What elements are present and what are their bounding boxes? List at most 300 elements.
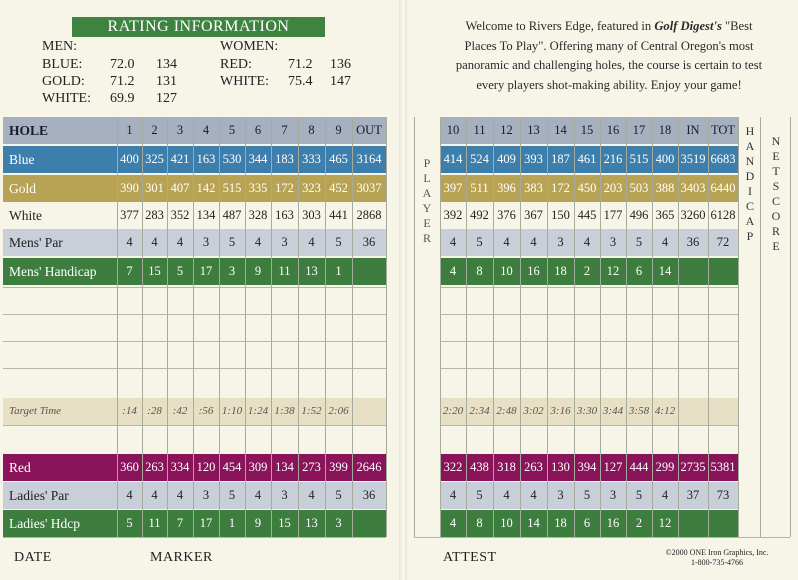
score-cell: 172 (275, 181, 294, 195)
score-cell: 18 (658, 123, 672, 137)
grid-column-line (386, 117, 387, 537)
score-cell: 333 (302, 152, 321, 166)
score-cell: 11 (473, 123, 486, 137)
score-cell: 187 (551, 152, 570, 166)
net-score-column-label: N E T S C O R E (771, 134, 781, 253)
score-cell: 3:02 (523, 405, 544, 417)
player-column-line (414, 117, 415, 537)
score-cell: 3 (335, 516, 342, 530)
score-cell: 344 (248, 152, 268, 166)
score-cell: 5 (228, 488, 236, 502)
score-cell: 3:30 (576, 405, 598, 417)
grid-column-line (652, 117, 653, 537)
score-cell: 172 (551, 181, 570, 195)
magazine-name: Golf Digest's (654, 19, 722, 33)
score-cell: 15 (580, 123, 594, 137)
score-cell: 414 (443, 152, 463, 166)
score-cell: 3403 (680, 181, 706, 195)
score-cell: 17 (199, 264, 213, 278)
score-cell: 450 (577, 181, 597, 195)
front-row-mens-par-label: Mens' Par (9, 235, 63, 250)
score-cell: 5 (476, 488, 483, 502)
score-cell: 1 (335, 264, 342, 278)
rating-title: RATING INFORMATION (72, 17, 325, 37)
score-cell: 183 (275, 152, 294, 166)
score-cell: 12 (606, 264, 620, 278)
score-cell: 10 (446, 123, 460, 137)
grid-column-line (626, 117, 627, 537)
grid-column-line (142, 117, 143, 537)
score-row-line (3, 368, 386, 369)
score-cell: 142 (196, 181, 216, 195)
score-cell: 383 (524, 181, 543, 195)
score-cell (352, 398, 386, 425)
women-slope: 136 (330, 57, 351, 72)
grid-column-line (466, 117, 467, 537)
score-cell: 5 (228, 123, 236, 137)
score-row-line (440, 425, 738, 426)
score-cell: 263 (145, 460, 164, 474)
score-cell: 4 (126, 488, 133, 502)
front-row-mens-par (3, 229, 386, 256)
score-cell: 36 (686, 235, 700, 249)
front-target-time-row (3, 398, 386, 425)
back-row-mens-par (440, 229, 738, 256)
card-fold (399, 0, 407, 580)
score-cell: 4 (176, 235, 184, 249)
back-ladies-row-ladies-hdcp (440, 510, 738, 537)
score-cell: 9 (254, 516, 262, 530)
grid-column-line (325, 117, 326, 537)
front-row-blue-label: Blue (9, 152, 35, 167)
score-cell: 8 (308, 123, 315, 137)
score-cell: 3 (202, 235, 210, 249)
score-row-line (3, 314, 386, 315)
front-ladies-row-ladies-par (3, 482, 386, 509)
score-cell: 8 (476, 516, 483, 530)
score-cell: 6 (583, 516, 591, 530)
score-cell: 163 (196, 152, 216, 166)
date-label: DATE (14, 550, 52, 565)
score-cell: :28 (147, 405, 162, 417)
score-row-line (3, 425, 386, 426)
score-cell: 4 (254, 488, 262, 502)
score-cell: 263 (524, 460, 543, 474)
score-cell (708, 510, 738, 537)
score-cell: 367 (524, 208, 543, 222)
front-ladies-row-ladies-hdcp-label: Ladies' Hdcp (9, 516, 81, 531)
score-cell (678, 510, 708, 537)
grid-column-line (117, 117, 118, 537)
score-cell: 3037 (356, 181, 382, 195)
grid-column-line (760, 117, 761, 537)
score-cell: 3519 (680, 152, 706, 166)
score-cell: 454 (222, 460, 242, 474)
score-row-line (440, 368, 738, 369)
back-row-gold (440, 175, 738, 202)
score-cell: 127 (603, 460, 623, 474)
score-cell: 7 (126, 264, 133, 278)
grid-column-line (271, 117, 272, 537)
score-cell: 2 (151, 123, 158, 137)
grid-bottom-line (414, 537, 790, 538)
grid-column-line (440, 117, 441, 537)
score-cell: 409 (497, 152, 516, 166)
women-tee: WHITE: (220, 74, 269, 89)
score-cell: 5381 (710, 460, 736, 474)
grid-column-line (219, 117, 220, 537)
score-cell: 400 (655, 152, 675, 166)
score-cell: 16 (606, 516, 620, 530)
back-row-white (440, 202, 738, 229)
score-cell: 4 (503, 235, 510, 249)
grid-column-line (708, 117, 709, 537)
grid-column-line (352, 117, 353, 537)
score-cell: 3 (281, 235, 288, 249)
front-ladies-row-red (3, 454, 386, 481)
score-cell: 524 (470, 152, 489, 166)
back-target-time-row (440, 398, 738, 425)
score-cell: 2:48 (496, 405, 517, 417)
score-cell: 3 (609, 235, 617, 249)
grid-column-line (678, 117, 679, 537)
score-cell: 365 (655, 208, 675, 222)
score-cell: 399 (329, 460, 348, 474)
score-cell: 335 (248, 181, 268, 195)
men-tee: BLUE: (42, 57, 83, 72)
grid-column-line (193, 117, 194, 537)
score-cell: IN (686, 123, 700, 137)
back-row-blue (440, 146, 738, 173)
score-cell: 7 (176, 516, 184, 530)
score-cell: 5 (635, 488, 643, 502)
score-cell: 445 (577, 208, 597, 222)
score-cell: 5 (476, 235, 483, 249)
score-cell: 1 (126, 123, 133, 137)
score-cell: 4 (503, 488, 510, 502)
back-row-mens-handicap (440, 258, 738, 285)
score-cell: 16 (527, 264, 540, 278)
score-cell: 1:24 (247, 405, 269, 417)
score-row-line (440, 287, 738, 288)
score-cell: 216 (603, 152, 623, 166)
score-cell: 4 (151, 235, 158, 249)
score-cell: :56 (198, 405, 214, 417)
score-cell: 4 (530, 235, 537, 249)
handicap-column-label: H A N D I C A P (745, 124, 755, 243)
back-ladies-row-ladies-par (440, 482, 738, 509)
score-cell: 4 (202, 123, 210, 137)
men-tee: GOLD: (42, 74, 85, 89)
score-cell (678, 398, 708, 425)
score-cell: 2:34 (469, 405, 490, 417)
score-cell: 12 (500, 123, 513, 137)
score-cell: 496 (629, 208, 649, 222)
score-cell: 421 (170, 152, 190, 166)
score-cell: 2:06 (328, 405, 349, 417)
score-cell: 511 (470, 181, 489, 195)
score-cell: 394 (577, 460, 597, 474)
score-cell: 7 (281, 123, 288, 137)
score-cell: 392 (443, 208, 463, 222)
score-cell: 1:52 (301, 405, 322, 417)
score-cell: 3 (609, 488, 617, 502)
men-slope: 134 (156, 57, 177, 72)
score-cell: 515 (629, 152, 649, 166)
front-target-time-row-label: Target Time (9, 405, 62, 417)
score-cell: 3 (557, 488, 564, 502)
score-cell: 2:20 (442, 405, 464, 417)
copyright-text: ©2000 ONE Iron Graphics, Inc. 1-800-735-4766 (665, 548, 769, 567)
score-cell: 2 (583, 264, 591, 278)
score-cell: 18 (554, 516, 567, 530)
women-label: WOMEN: (220, 39, 279, 54)
score-cell: 388 (655, 181, 675, 195)
score-cell: 273 (302, 460, 321, 474)
score-cell: 4 (254, 235, 262, 249)
score-cell: 4 (661, 488, 669, 502)
score-cell: 130 (551, 460, 570, 474)
attest-label: ATTEST (443, 550, 497, 565)
score-cell: 3 (281, 488, 288, 502)
score-row-line (440, 314, 738, 315)
men-label: MEN: (42, 39, 77, 54)
score-cell: 492 (470, 208, 489, 222)
score-cell: 352 (170, 208, 190, 222)
score-cell: 4 (126, 235, 133, 249)
score-cell: 18 (554, 264, 567, 278)
score-cell: 4:12 (654, 405, 676, 417)
score-cell: 4 (661, 235, 669, 249)
score-cell: 461 (577, 152, 597, 166)
score-cell: 13 (527, 123, 540, 137)
score-cell: 3 (557, 235, 564, 249)
score-cell: 325 (145, 152, 164, 166)
score-cell: :14 (122, 405, 137, 417)
score-cell: 4 (449, 488, 457, 502)
score-cell: 9 (254, 264, 262, 278)
front-row-white (3, 202, 386, 229)
score-cell: 12 (658, 516, 672, 530)
grid-column-line (298, 117, 299, 537)
men-rating: 69.9 (110, 91, 135, 106)
grid-bottom-line (3, 537, 386, 538)
grid-column-line (574, 117, 575, 537)
score-cell: 444 (629, 460, 649, 474)
score-cell: 407 (170, 181, 190, 195)
score-cell: 72 (716, 235, 730, 249)
welcome-text: Welcome to Rivers Edge, featured in Golf Digest's "Best Places To Play". Offering many of Central Oregon's most panoramic and challenging holes, the course is certain to test every players shot-making ability. Enjoy your game! (455, 19, 763, 92)
score-cell: 36 (362, 235, 376, 249)
score-cell: 3164 (356, 152, 382, 166)
score-cell: 5 (335, 488, 342, 502)
score-cell: 309 (248, 460, 268, 474)
score-cell (352, 510, 386, 537)
grid-column-line (600, 117, 601, 537)
score-cell: 36 (362, 488, 376, 502)
score-cell: TOT (710, 123, 736, 137)
score-cell: 9 (335, 123, 342, 137)
score-cell (708, 258, 738, 285)
score-cell: 441 (329, 208, 348, 222)
score-cell: 4 (583, 235, 591, 249)
score-cell: 530 (222, 152, 242, 166)
score-cell: 1 (228, 516, 236, 530)
score-cell: 503 (629, 181, 649, 195)
score-cell: 134 (275, 460, 294, 474)
grid-column-line (167, 117, 168, 537)
men-slope: 131 (156, 74, 177, 89)
score-cell: 376 (497, 208, 516, 222)
score-cell: 2735 (680, 460, 706, 474)
score-cell: 4 (530, 488, 537, 502)
score-cell: 4 (308, 488, 315, 502)
score-cell: 15 (278, 516, 291, 530)
score-cell: 3 (176, 123, 184, 137)
men-rating: 71.2 (110, 74, 135, 89)
score-cell: 390 (120, 181, 139, 195)
score-cell: 6128 (710, 208, 736, 222)
score-cell: 377 (120, 208, 139, 222)
score-cell: 323 (302, 181, 321, 195)
score-cell: 134 (196, 208, 216, 222)
score-cell: 10 (500, 264, 513, 278)
score-cell: 4 (308, 235, 315, 249)
front-header-row-label: HOLE (9, 123, 49, 138)
score-cell: 5 (635, 235, 643, 249)
score-cell: 6 (254, 123, 262, 137)
score-cell: 438 (470, 460, 489, 474)
score-cell: 5 (176, 264, 184, 278)
front-ladies-row-ladies-hdcp (3, 510, 386, 537)
grid-column-line (520, 117, 521, 537)
score-cell: 2868 (356, 208, 382, 222)
score-cell: 150 (551, 208, 570, 222)
score-cell: 73 (716, 488, 730, 502)
front-row-mens-handicap-label: Mens' Handicap (9, 264, 97, 279)
score-cell: 452 (329, 181, 348, 195)
score-cell: 14 (527, 516, 540, 530)
front-row-blue (3, 146, 386, 173)
grid-column-line (245, 117, 246, 537)
score-cell: 3:58 (628, 405, 650, 417)
score-cell: OUT (356, 123, 382, 137)
score-cell: 515 (222, 181, 242, 195)
front-header-row (3, 117, 386, 144)
score-cell: 10 (500, 516, 513, 530)
score-cell: 283 (145, 208, 164, 222)
score-cell: 17 (632, 123, 646, 137)
score-cell: 17 (199, 516, 213, 530)
score-cell: 396 (497, 181, 516, 195)
score-cell: 360 (120, 460, 139, 474)
front-row-gold-label: Gold (9, 181, 36, 196)
score-cell: 397 (443, 181, 463, 195)
score-cell: 3260 (680, 208, 706, 222)
score-cell: 14 (658, 264, 672, 278)
score-cell: 11 (148, 516, 161, 530)
score-cell: 120 (196, 460, 216, 474)
score-cell: 203 (603, 181, 623, 195)
score-cell: 13 (305, 516, 318, 530)
front-ladies-row-ladies-par-label: Ladies' Par (9, 488, 69, 503)
score-cell: 328 (248, 208, 268, 222)
grid-column-line (790, 117, 791, 537)
score-cell (708, 398, 738, 425)
women-slope: 147 (330, 74, 351, 89)
men-tee: WHITE: (42, 91, 91, 106)
score-cell: 487 (222, 208, 242, 222)
score-cell: :42 (172, 405, 188, 417)
score-row-line (440, 341, 738, 342)
score-cell: 5 (583, 488, 591, 502)
back-header-row (440, 117, 738, 144)
score-cell: 299 (655, 460, 675, 474)
front-row-mens-handicap (3, 258, 386, 285)
score-cell: 318 (497, 460, 516, 474)
score-cell: 14 (554, 123, 567, 137)
score-cell: 322 (443, 460, 463, 474)
grid-column-line (493, 117, 494, 537)
score-cell: 4 (449, 516, 457, 530)
score-cell: 465 (329, 152, 348, 166)
score-cell: 163 (275, 208, 294, 222)
score-cell (678, 258, 708, 285)
back-ladies-row-red (440, 454, 738, 481)
score-cell: 15 (148, 264, 161, 278)
score-cell: 4 (151, 488, 158, 502)
front-ladies-row-red-label: Red (9, 460, 31, 475)
men-slope: 127 (156, 91, 177, 106)
score-cell: 301 (145, 181, 164, 195)
score-cell: 393 (524, 152, 543, 166)
score-cell: 6683 (710, 152, 736, 166)
score-cell: 1:38 (274, 405, 295, 417)
score-cell: 3 (228, 264, 236, 278)
score-cell: 16 (606, 123, 620, 137)
score-cell: 2646 (356, 460, 382, 474)
marker-label: MARKER (150, 550, 213, 565)
score-cell: 3:16 (550, 405, 571, 417)
score-cell: 13 (305, 264, 318, 278)
score-cell: 5 (335, 235, 342, 249)
women-rating: 75.4 (288, 74, 313, 89)
score-cell: 3:44 (602, 405, 624, 417)
score-cell: 4 (449, 235, 457, 249)
score-cell: 11 (278, 264, 291, 278)
score-cell: 5 (126, 516, 133, 530)
women-tee: RED: (220, 57, 252, 72)
score-cell: 6440 (710, 181, 736, 195)
score-cell: 3 (202, 488, 210, 502)
men-rating: 72.0 (110, 57, 135, 72)
score-cell: 303 (302, 208, 321, 222)
score-cell: 5 (228, 235, 236, 249)
score-cell: 4 (449, 264, 457, 278)
score-row-line (3, 287, 386, 288)
score-cell: 400 (120, 152, 139, 166)
women-rating: 71.2 (288, 57, 313, 72)
score-cell: 1:10 (221, 405, 243, 417)
grid-column-line (738, 117, 739, 537)
player-column-label: P L A Y E R (422, 156, 432, 245)
score-cell: 37 (686, 488, 700, 502)
score-cell: 177 (603, 208, 623, 222)
grid-column-line (547, 117, 548, 537)
score-cell: 8 (476, 264, 483, 278)
score-cell (352, 258, 386, 285)
score-cell: 2 (635, 516, 643, 530)
